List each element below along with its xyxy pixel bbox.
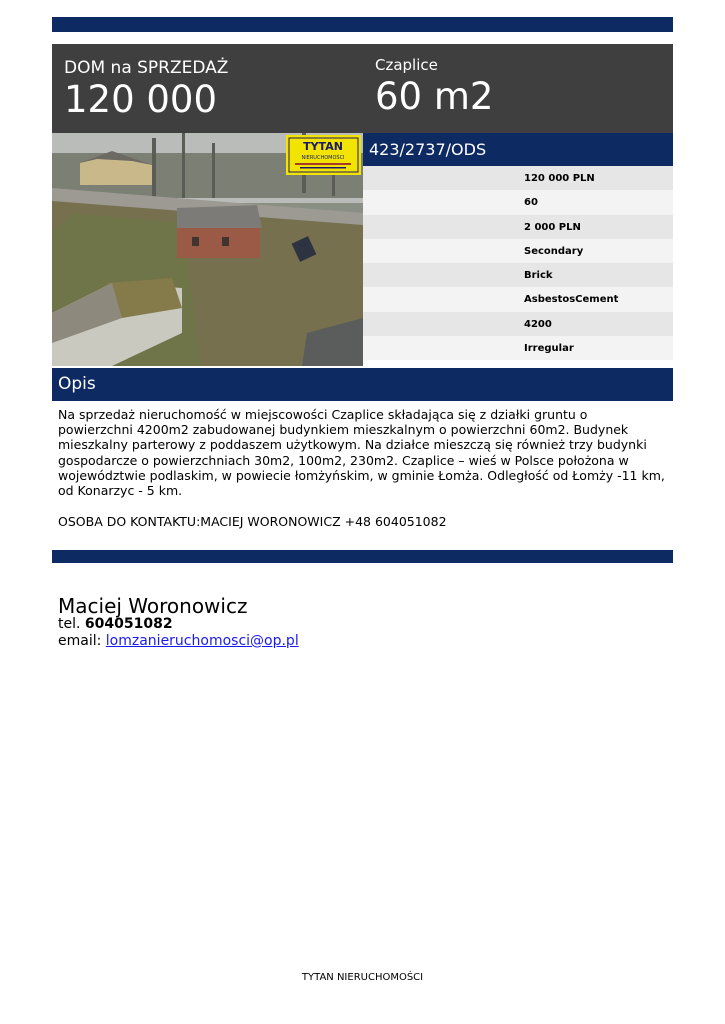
property-value: 60	[524, 197, 538, 209]
agent-email	[58, 633, 299, 649]
property-row	[363, 336, 673, 360]
footer-company-name: TYTAN NIERUCHOMOŚCI	[301, 972, 424, 983]
agent-email-link[interactable]: lomzanieruchomosci@op.pl	[105, 633, 299, 649]
property-row	[363, 312, 673, 336]
property-details-table	[363, 166, 673, 360]
property-value: Brick	[524, 270, 553, 282]
property-photo	[52, 133, 363, 366]
reference-number: 423/2737/ODS	[369, 140, 487, 159]
listing-type-label: DOM na SPRZEDAŻ	[64, 58, 229, 78]
property-value: 120 000 PLN	[524, 173, 595, 184]
property-row	[363, 190, 673, 214]
property-value: Irregular	[524, 343, 574, 355]
description-heading: Opis	[58, 374, 96, 394]
listing-area: 60 m2	[375, 75, 494, 118]
property-value: AsbestosCement	[524, 294, 619, 306]
listing-location: Czaplice	[375, 56, 438, 74]
property-row	[363, 287, 673, 311]
agent-email-label: email:	[58, 633, 102, 649]
top-accent-bar	[52, 17, 673, 32]
property-row	[363, 166, 673, 190]
agent-phone	[58, 616, 173, 632]
property-row	[363, 263, 673, 287]
agent-phone-label: tel.	[58, 616, 81, 632]
property-value: 2 000 PLN	[524, 221, 581, 233]
contact-person-line: OSOBA DO KONTAKTU:MACIEJ WORONOWICZ +48 604051082	[58, 514, 447, 529]
section-divider-bar	[52, 550, 673, 563]
property-row	[363, 215, 673, 239]
property-value: 4200	[524, 318, 552, 330]
description-text: Na sprzedaż nieruchomość w miejscowości Czaplice składająca się z działki gruntu o powierzchni 4200m2 zabudowanej budynkiem mieszkalnym o powierzchni 60m2. Budynek mieszkalny parterowy z poddaszem użytkowym. Na działce mieszczą się również trzy budynki gospodarcze o powierzchniach 30m2, 100m2, 230m2. Czaplice – wieś w Polsce położona w województwie podlaskim, w powiecie łomżyńskim, w gminie Łomża. Odległość od Łomży -11 km, od Konarzyc - 5 km.	[58, 407, 665, 499]
agent-phone-number: 604051082	[84, 616, 173, 632]
listing-header	[52, 44, 673, 133]
sign-title: TYTAN	[303, 140, 343, 153]
property-row	[363, 239, 673, 263]
sign-subtitle: NIERUCHOMOŚCI	[301, 155, 345, 161]
description-heading-bar	[52, 368, 673, 401]
listing-price: 120 000	[64, 78, 218, 121]
property-value: Secondary	[524, 245, 584, 257]
reference-bar	[363, 133, 673, 166]
agent-name: Maciej Woronowicz	[58, 594, 248, 618]
